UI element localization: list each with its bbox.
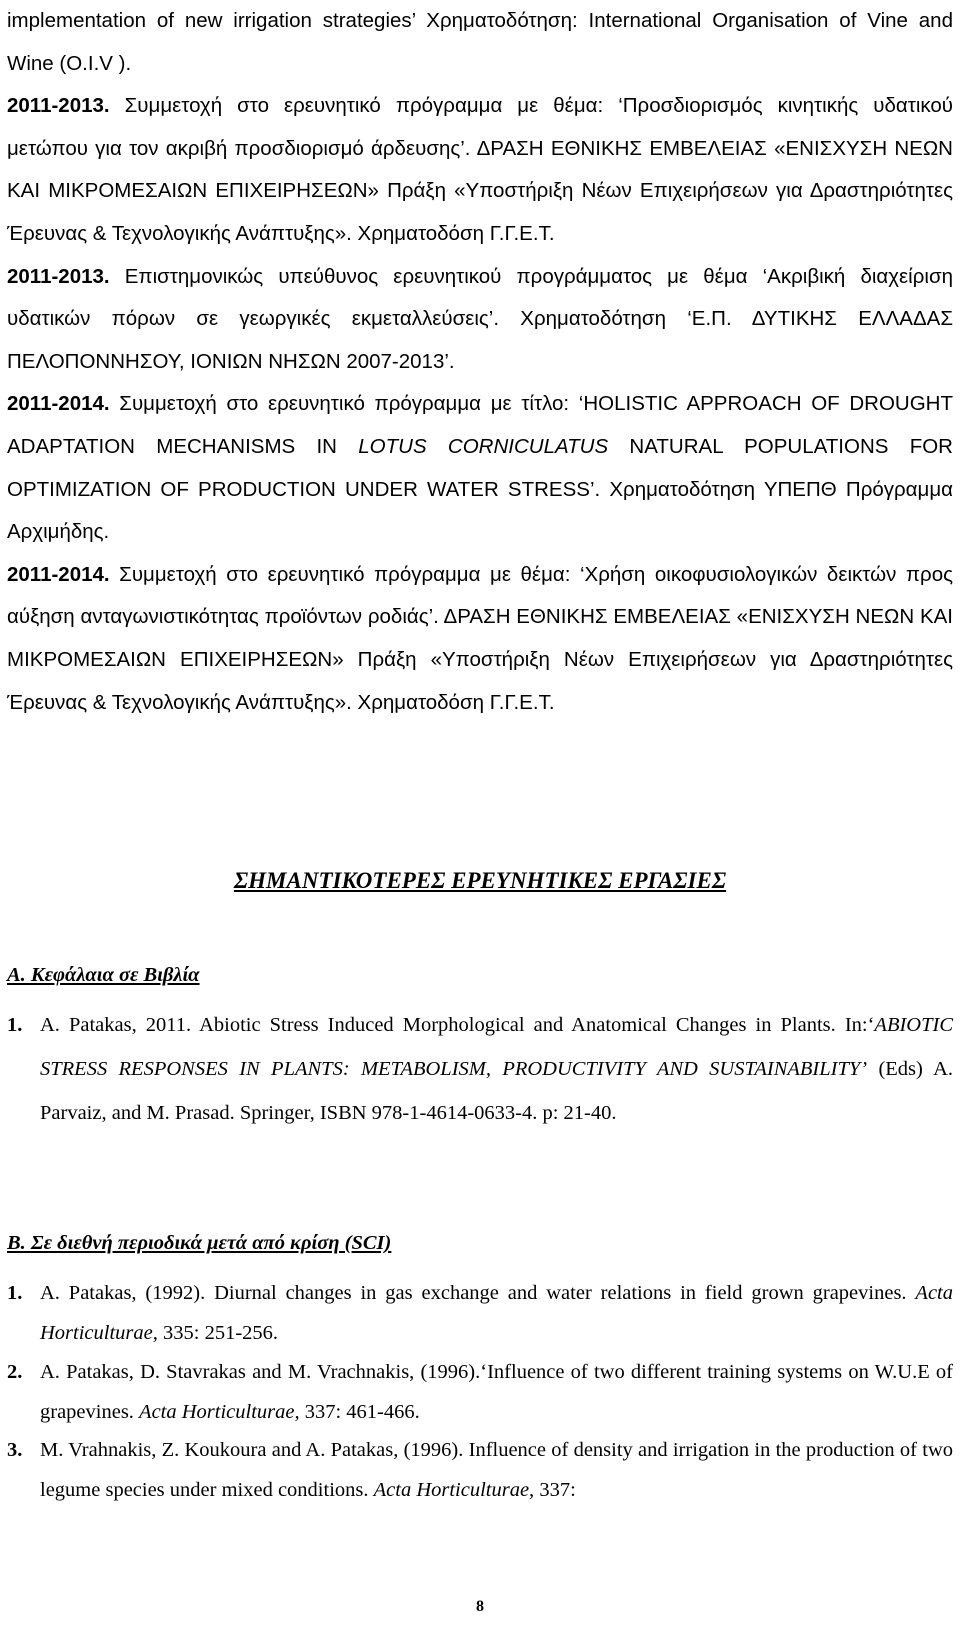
- item-number: 1.: [7, 1282, 23, 1304]
- book-chapter-item: [7, 1003, 953, 1135]
- citation-lead: A. Patakas, (1992). Diurnal changes in gas exchange and water relations in field grown grapevines.: [40, 1282, 916, 1304]
- project-species-name: LOTUS CORNICULATUS: [358, 434, 609, 458]
- journal-name: Acta Horticulturae,: [40, 1282, 953, 1344]
- item-citation: [40, 1430, 953, 1510]
- item-citation: [40, 1003, 953, 1135]
- item-number: 2.: [7, 1361, 23, 1383]
- project-text: Συμμετοχή στο ερευνητικό πρόγραμμα με θέμα: ‘Προσδιορισμός κινητικής υδατικού μετώπου για τον ακριβή προσδιορισμό άρδευσης’. ΔΡΑΣΗ ΕΘΝΙΚΗΣ ΕΜΒΕΛΕΙΑΣ «ΕΝΙΣΧΥΣΗ ΝΕΩΝ ΚΑΙ ΜΙΚΡΟΜΕΣΑΙΩΝ ΕΠΙΧΕΙΡΗΣΕΩΝ» Πράξη «Υποστήριξη Νέων Επιχειρήσεων για Δραστηριότητες Έρευνας & Τεχνολογικής Ανάπτυξης». Χρηματοδόση Γ.Γ.Ε.Τ.: [7, 94, 953, 245]
- journal-article-item: [7, 1273, 953, 1353]
- journal-article-item: [7, 1430, 953, 1510]
- research-projects-list: [7, 0, 953, 724]
- item-number: 3.: [7, 1439, 23, 1461]
- project-text: Συμμετοχή στο ερευνητικό πρόγραμμα με θέμα: ‘Χρήση οικοφυσιολογικών δεικτών προς αύξηση ανταγωνιστικότητας προϊόντων ροδιάς’. ΔΡΑΣΗ ΕΘΝΙΚΗΣ ΕΜΒΕΛΕΙΑΣ «ΕΝΙΣΧΥΣΗ ΝΕΩΝ ΚΑΙ ΜΙΚΡΟΜΕΣΑΙΩΝ ΕΠΙΧΕΙΡΗΣΕΩΝ» Πράξη «Υποστήριξη Νέων Επιχειρήσεων για Δραστηριότητες Έρευνας & Τεχνολογικής Ανάπτυξης». Χρηματοδόση Γ.Γ.Ε.Τ.: [7, 562, 953, 714]
- section-title: ΣΗΜΑΝΤΙΚΟΤΕΡΕΣ ΕΡΕΥΝΗΤΙΚΕΣ ΕΡΓΑΣΙΕΣ: [233, 868, 727, 893]
- books-heading: Α. Κεφάλαια σε Βιβλία: [7, 964, 200, 986]
- project-entry: [7, 0, 953, 85]
- citation-tail: 337: 461-466.: [299, 1401, 420, 1423]
- project-year: 2011-2013.: [7, 94, 110, 118]
- project-text: NATURAL POPULATIONS FOR OPTIMIZATION OF PRODUCTION UNDER WATER STRESS’. Χρηματοδότηση ΥΠΕΠΘ Πρόγραμμα Αρχιμήδης.: [7, 434, 953, 544]
- project-text: implementation of new irrigation strategies’ Χρηματοδότηση: International Organisation of Vine and Wine (O.I.V ).: [7, 9, 953, 75]
- project-entry: [7, 256, 953, 384]
- journal-article-item: [7, 1352, 953, 1432]
- citation-lead: A. Patakas, 2011. Abiotic Stress Induced Morphological and Anatomical Changes in Plants. In:‘: [40, 1014, 875, 1036]
- project-text: Συμμετοχή στο ερευνητικό πρόγραμμα με τίτλο: ‘HOLISTIC APPROACH OF DROUGHT ADAPTATION MECHANISMS IN: [7, 392, 953, 458]
- citation-tail: 337:: [534, 1479, 576, 1501]
- citation-tail: 335: 251-256.: [157, 1322, 279, 1344]
- project-entry: [7, 85, 953, 255]
- project-year: 2011-2014.: [7, 562, 110, 586]
- project-text: Επιστημονικώς υπεύθυνος ερευνητικού προγράμματος με θέμα ‘Ακριβική διαχείριση υδατικών πόρων σε γεωργικές εκμεταλλεύσεις’. Χρηματοδότηση ‘Ε.Π. ΔΥΤΙΚΗΣ ΕΛΛΑΔΑΣ ΠΕΛΟΠΟΝΝΗΣΟΥ, ΙΟΝΙΩΝ ΝΗΣΩΝ 2007-2013’.: [7, 264, 953, 373]
- page-number: 8: [476, 1598, 484, 1615]
- citation-lead: A. Patakas, D. Stavrakas and M. Vrachnakis, (1996).‘Influence of two different training systems on W.U.E of grapevines.: [40, 1361, 953, 1423]
- book-title: ABIOTIC STRESS RESPONSES IN PLANTS: METABOLISM, PRODUCTIVITY AND SUSTAINABILITY’: [40, 1014, 953, 1080]
- item-citation: [40, 1273, 953, 1353]
- project-year: 2011-2014.: [7, 392, 110, 416]
- citation-lead: M. Vrahnakis, Z. Koukoura and A. Patakas, (1996). Influence of density and irrigation in the production of two legume species under mixed conditions.: [40, 1439, 953, 1501]
- citation-tail: (Eds) A. Parvaiz, and M. Prasad. Springer, ISBN 978-1-4614-0633-4. p: 21-40.: [40, 1058, 953, 1124]
- journal-name: Acta Horticulturae,: [373, 1479, 535, 1501]
- journal-name: Acta Horticulturae,: [139, 1401, 300, 1423]
- project-entry: [7, 554, 953, 724]
- project-year: 2011-2013.: [7, 264, 110, 288]
- project-entry: [7, 383, 953, 553]
- item-number: 1.: [7, 1014, 23, 1036]
- item-citation: [40, 1352, 953, 1432]
- journals-heading: Β. Σε διεθνή περιοδικά μετά από κρίση (SCI): [7, 1232, 392, 1254]
